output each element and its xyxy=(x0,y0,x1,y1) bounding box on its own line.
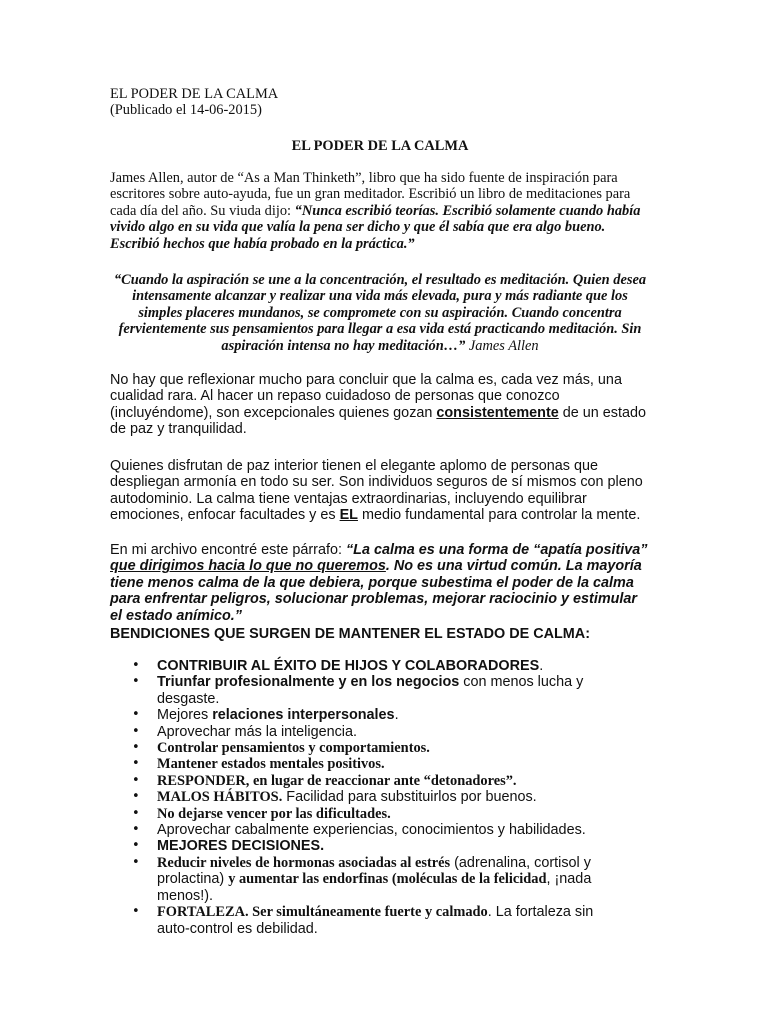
item-bold: No dejarse vencer por las dificultades. xyxy=(157,805,391,822)
item-text: . xyxy=(394,707,399,724)
section-heading: BENDICIONES QUE SURGEN DE MANTENER EL ESTADO DE CALMA: xyxy=(110,626,590,642)
list-item xyxy=(110,658,630,674)
item-bold: Mantener estados mentales positivos. xyxy=(157,756,385,773)
list-item xyxy=(110,838,630,854)
emphasis-consistently: consistentemente xyxy=(436,404,559,421)
archive-quote: . No es una virtud común. La mayoría tiene menos calma de la que debiera, porque subestima el poder de la calma para enfrentar peligros, solucionar problemas, mejorar raciocinio y estimular el estado anímico.” xyxy=(110,558,642,624)
paragraph-text: No hay que reflexionar mucho para concluir que la calma es, cada vez más, una cualidad rara. Al hacer un repaso cuidadoso de personas que conozco (incluyéndome), son excepcionales quienes gozan xyxy=(110,372,622,421)
list-item xyxy=(110,674,630,707)
header-title-line: EL PODER DE LA CALMA xyxy=(110,86,279,102)
archive-quote-underlined: que dirigimos hacia lo que no queremos xyxy=(110,558,386,575)
document-header xyxy=(110,86,650,119)
item-bold: CONTRIBUIR AL ÉXITO DE HIJOS Y COLABORADORES xyxy=(157,658,540,674)
archive-quote: “La calma es una forma de “apatía positiva” xyxy=(345,542,648,558)
item-bold: Triunfar profesionalmente y en los negocios xyxy=(157,674,460,691)
item-bold: y aumentar las endorfinas (moléculas de la felicidad xyxy=(228,871,547,888)
emphasis-el: EL xyxy=(339,507,358,524)
paragraph-text: medio fundamental para controlar la mente. xyxy=(357,507,641,524)
item-bold: Controlar pensamientos y comportamientos. xyxy=(157,740,430,757)
widow-quote: “Nunca escribió teorías. Escribió solamente cuando había vivido algo en su vida que valía la pena ser dicho y que él sabía que era algo bueno. Escribió hechos que había probado en la práctica.” xyxy=(110,202,641,252)
list-item xyxy=(110,724,630,740)
list-item xyxy=(110,822,630,838)
block-quote-author: James Allen xyxy=(465,337,539,354)
item-text: . xyxy=(539,658,544,674)
item-bold: RESPONDER, en lugar de reaccionar ante “detonadores”. xyxy=(157,772,517,789)
paragraph-intro xyxy=(110,170,650,252)
item-text: . La fortaleza sin auto-control es debilidad. xyxy=(157,904,594,937)
item-bold: MALOS HÁBITOS. xyxy=(157,789,283,806)
list-item xyxy=(110,855,630,904)
blessings-list xyxy=(110,658,630,937)
page-title: EL PODER DE LA CALMA xyxy=(291,138,469,154)
block-quote xyxy=(110,272,650,354)
item-text: con menos lucha y desgaste. xyxy=(157,674,584,707)
list-item xyxy=(110,789,630,805)
list-item xyxy=(110,806,630,822)
item-text: Aprovechar más la inteligencia. xyxy=(157,723,357,740)
intro-text: James Allen, autor de “As a Man Thinketh”, libro que ha sido fuente de inspiración para escritores sobre auto-ayuda, fue un gran meditador. Escribió un libro de meditaciones para cada día del año. Su viuda dijo: xyxy=(110,170,631,219)
item-bold: FORTALEZA. Ser simultáneamente fuerte y calmado xyxy=(157,904,488,921)
item-text: Aprovechar cabalmente experiencias, conocimientos y habilidades. xyxy=(157,822,586,839)
item-bold: relaciones interpersonales xyxy=(212,707,395,724)
list-item xyxy=(110,756,630,772)
item-text: , ¡nada menos!). xyxy=(157,871,592,904)
paragraph-text: En mi archivo encontré este párrafo: xyxy=(110,542,346,558)
publication-date: (Publicado el 14-06-2015) xyxy=(110,102,262,119)
paragraph-inner-peace xyxy=(110,458,650,524)
paragraph-calm-rare xyxy=(110,372,650,438)
list-item xyxy=(110,773,630,789)
paragraph-text: Quienes disfrutan de paz interior tienen el elegante aplomo de personas que despliegan armonía en todo su ser. Son individuos seguros de sí mismos con pleno autodominio. La calma tiene ventajas extraordinarias, incluyendo equilibrar emociones, enfocar facultades y es xyxy=(110,458,643,524)
item-bold: Reducir niveles de hormonas asociadas al estrés xyxy=(157,854,451,871)
block-quote-text: “Cuando la aspiración se une a la concentración, el resultado es meditación. Quien desea intensamente alcanzar y realizar una vida más elevada, pura y más radiante que los simples placeres mundanos, se compromete con su aspiración. Cuando concentra fervientemente sus pensamientos para llegar a esa vida está practicando meditación. Sin aspiración intensa no hay meditación…” xyxy=(113,272,647,354)
item-text: Mejores xyxy=(157,707,213,724)
item-bold: MEJORES DECISIONES. xyxy=(157,838,325,855)
item-text: Facilidad para substituirlos por buenos. xyxy=(282,789,537,806)
list-item xyxy=(110,707,630,723)
paragraph-text: de un estado de paz y tranquilidad. xyxy=(110,404,646,438)
list-item xyxy=(110,740,630,756)
item-text: (adrenalina, cortisol y prolactina) xyxy=(157,854,591,888)
paragraph-archive xyxy=(110,542,650,624)
list-item xyxy=(110,904,630,937)
